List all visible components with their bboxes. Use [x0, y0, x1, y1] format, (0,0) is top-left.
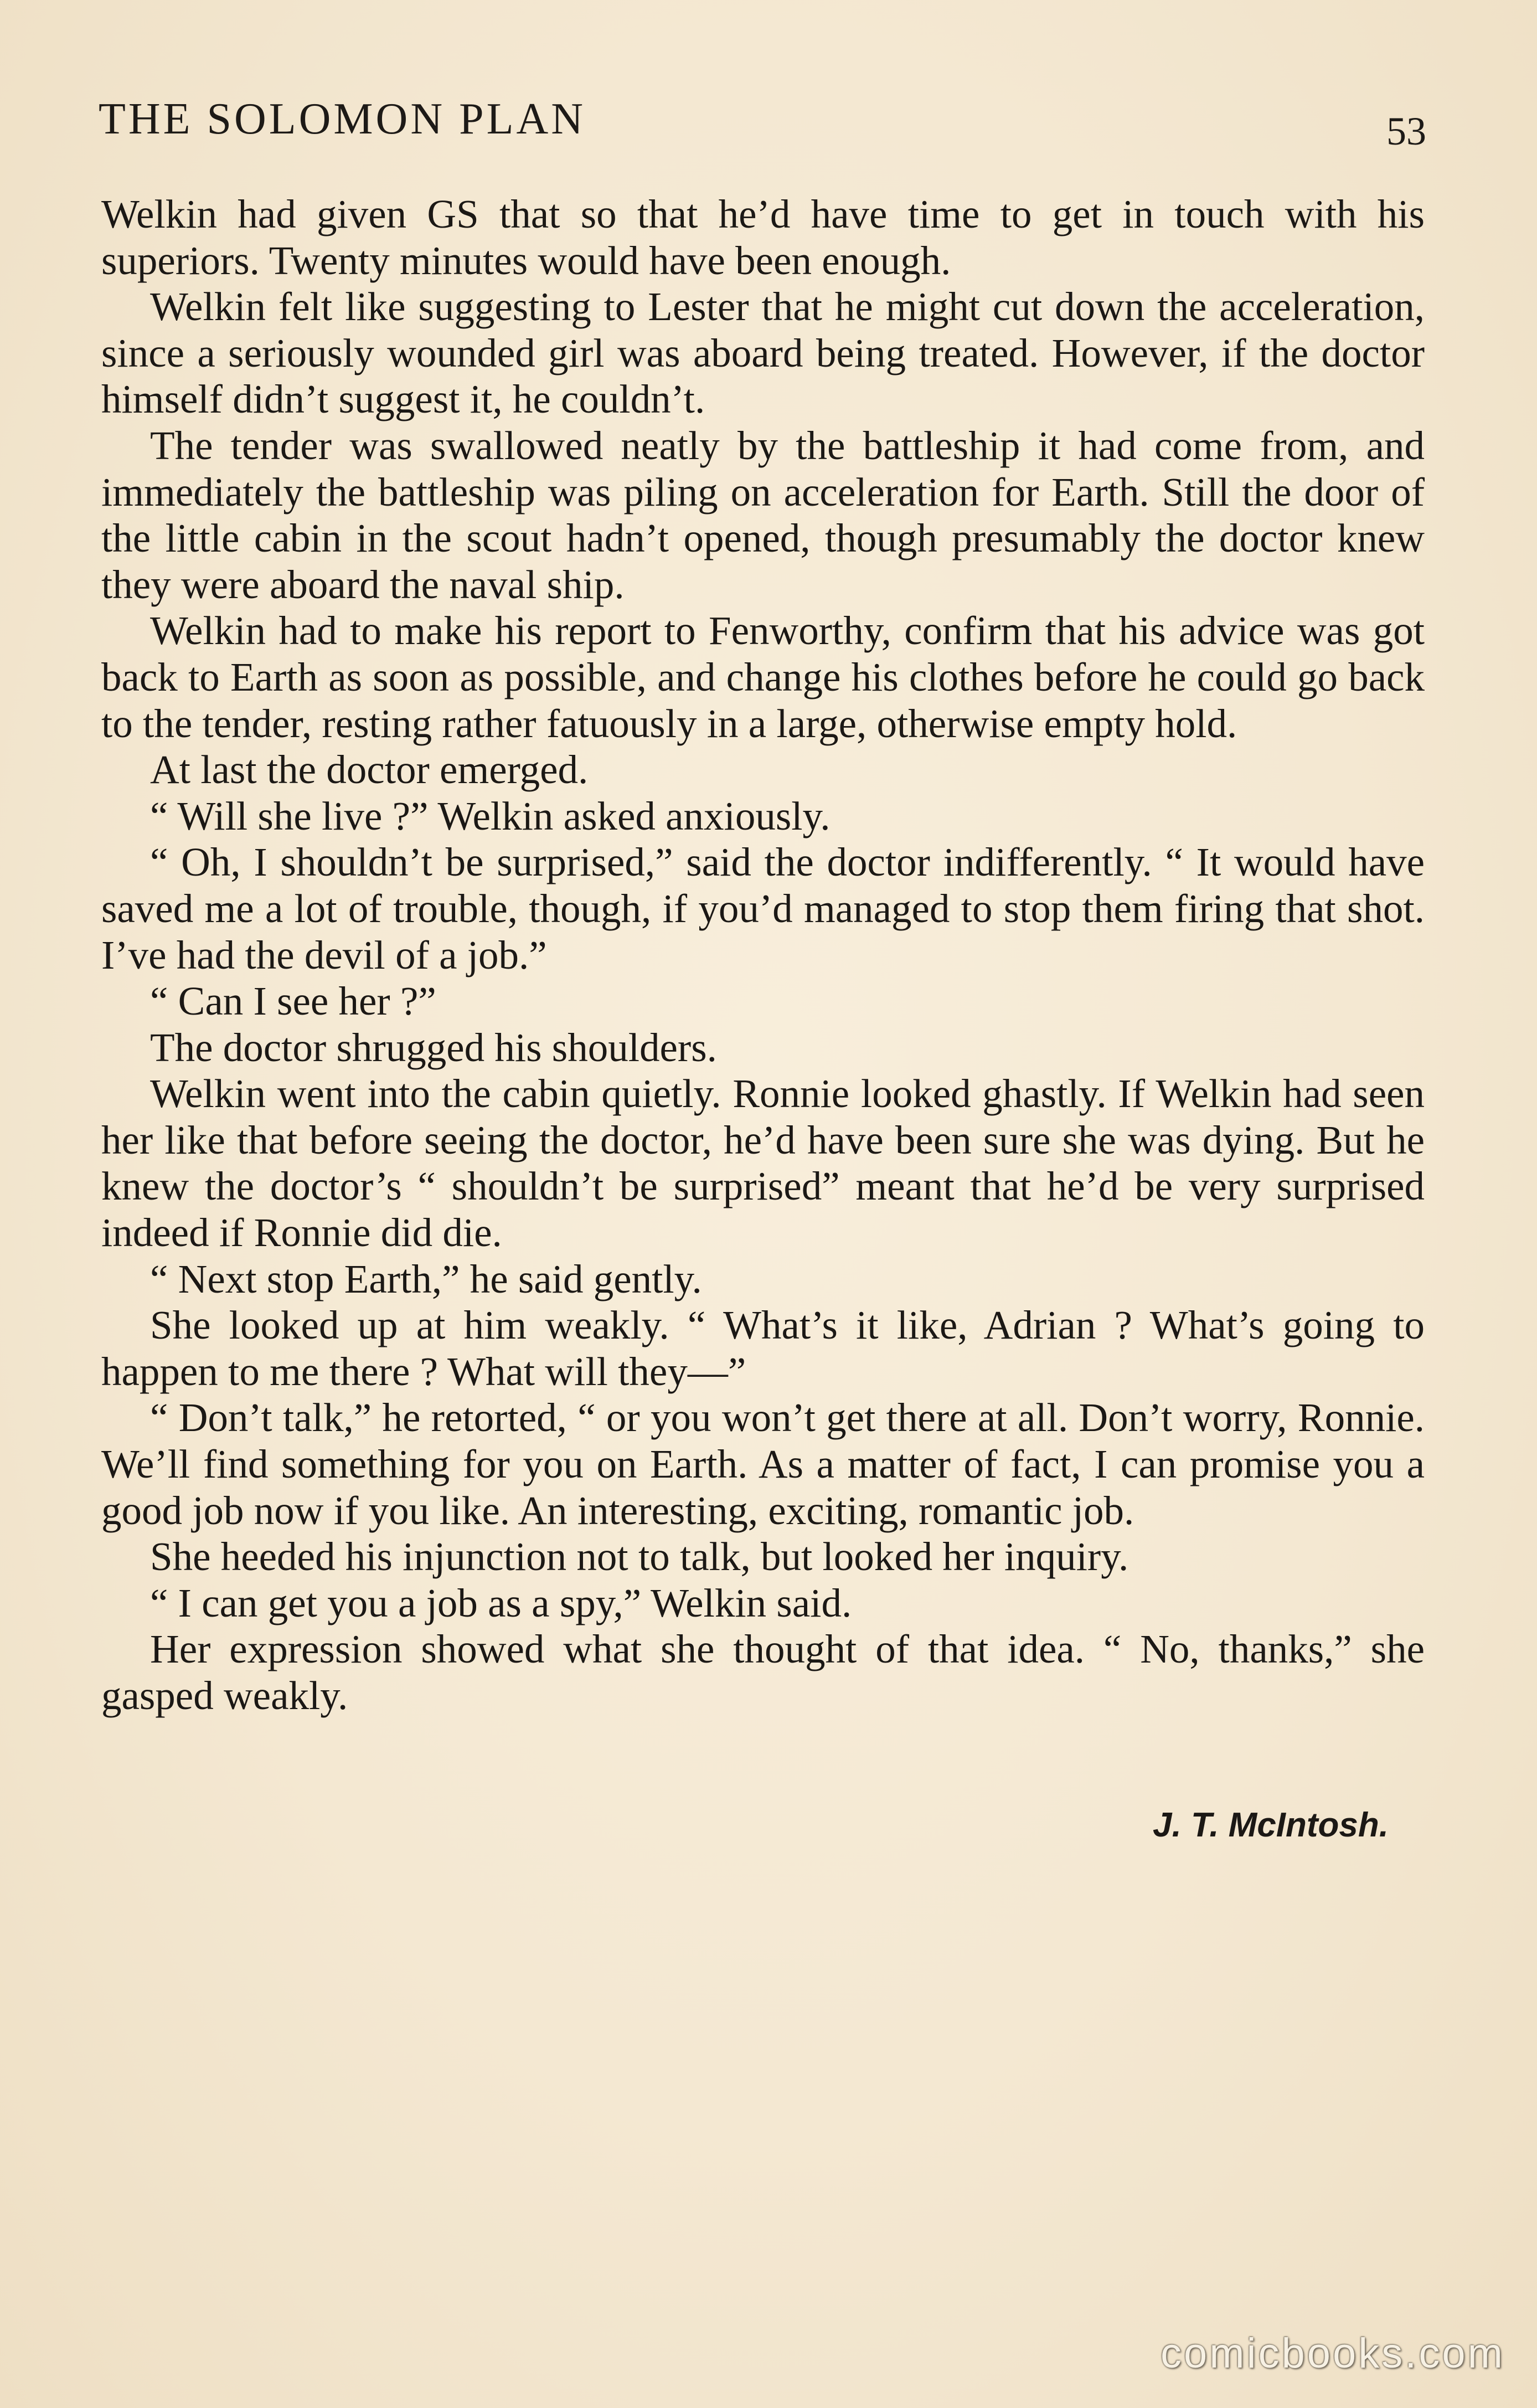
paragraph: Welkin had to make his report to Fenworthy, confirm that his advice was got back to Earth as soon as possible, and change his clothes before he could go back to the tender, resting rather fatuously in a large, otherwise empty hold.: [101, 608, 1425, 746]
paragraph: “ Can I see her ?”: [150, 979, 436, 1024]
paragraph: “ Oh, I shouldn’t be surprised,” said the doctor indifferently. “ It would have saved me a lot of trouble, though, if you’d managed to stop them firing that shot. I’ve had the devil of a job.”: [101, 840, 1425, 977]
paragraph: The doctor shrugged his shoulders.: [150, 1025, 717, 1070]
paragraph: Welkin had given GS that so that he’d have time to get in touch with his superiors. Twenty minutes would have been enough.: [101, 192, 1425, 283]
paragraph: She looked up at him weakly. “ What’s it like, Adrian ? What’s going to happen to me there ? What will they—”: [101, 1303, 1425, 1394]
paragraph: “ Will she live ?” Welkin asked anxiously.: [150, 793, 831, 838]
site-watermark: comicbooks.com: [1161, 2330, 1505, 2377]
page-number: 53: [1386, 109, 1426, 153]
paragraph: Welkin felt like suggesting to Lester that he might cut down the acceleration, since a seriously wounded girl was aboard being treated. However, if the doctor himself didn’t suggest it, he couldn’t.: [101, 284, 1425, 422]
paragraph: Welkin went into the cabin quietly. Ronnie looked ghastly. If Welkin had seen her like that before seeing the doctor, he’d have been sure she was dying. But he knew the doctor’s “ shouldn’t be surprised” meant that he’d be very surprised indeed if Ronnie did die.: [101, 1071, 1425, 1256]
paragraph: “ Next stop Earth,” he said gently.: [150, 1256, 702, 1301]
paragraph: She heeded his injunction not to talk, but looked her inquiry.: [150, 1534, 1129, 1579]
paragraph: “ Don’t talk,” he retorted, “ or you won’t get there at all. Don’t worry, Ronnie. We’ll find something for you on Earth. As a matter of fact, I can promise you a good job now if you like. An interesting, exciting, romantic job.: [101, 1395, 1425, 1533]
running-title: THE SOLOMON PLAN: [99, 95, 586, 143]
paragraph: The tender was swallowed neatly by the battleship it had come from, and immediately the battleship was piling on acceleration for Earth. Still the door of the little cabin in the scout hadn’t opened, though presumably the doctor knew they were aboard the naval ship.: [101, 423, 1425, 607]
paragraph: Her expression showed what she thought of that idea. “ No, thanks,” she gasped weakly.: [101, 1627, 1425, 1718]
story-text: [101, 191, 1425, 1719]
paragraph: “ I can get you a job as a spy,” Welkin said.: [150, 1580, 852, 1625]
paragraph: At last the doctor emerged.: [150, 747, 589, 793]
author-signature: J. T. McIntosh.: [1153, 1806, 1389, 1844]
